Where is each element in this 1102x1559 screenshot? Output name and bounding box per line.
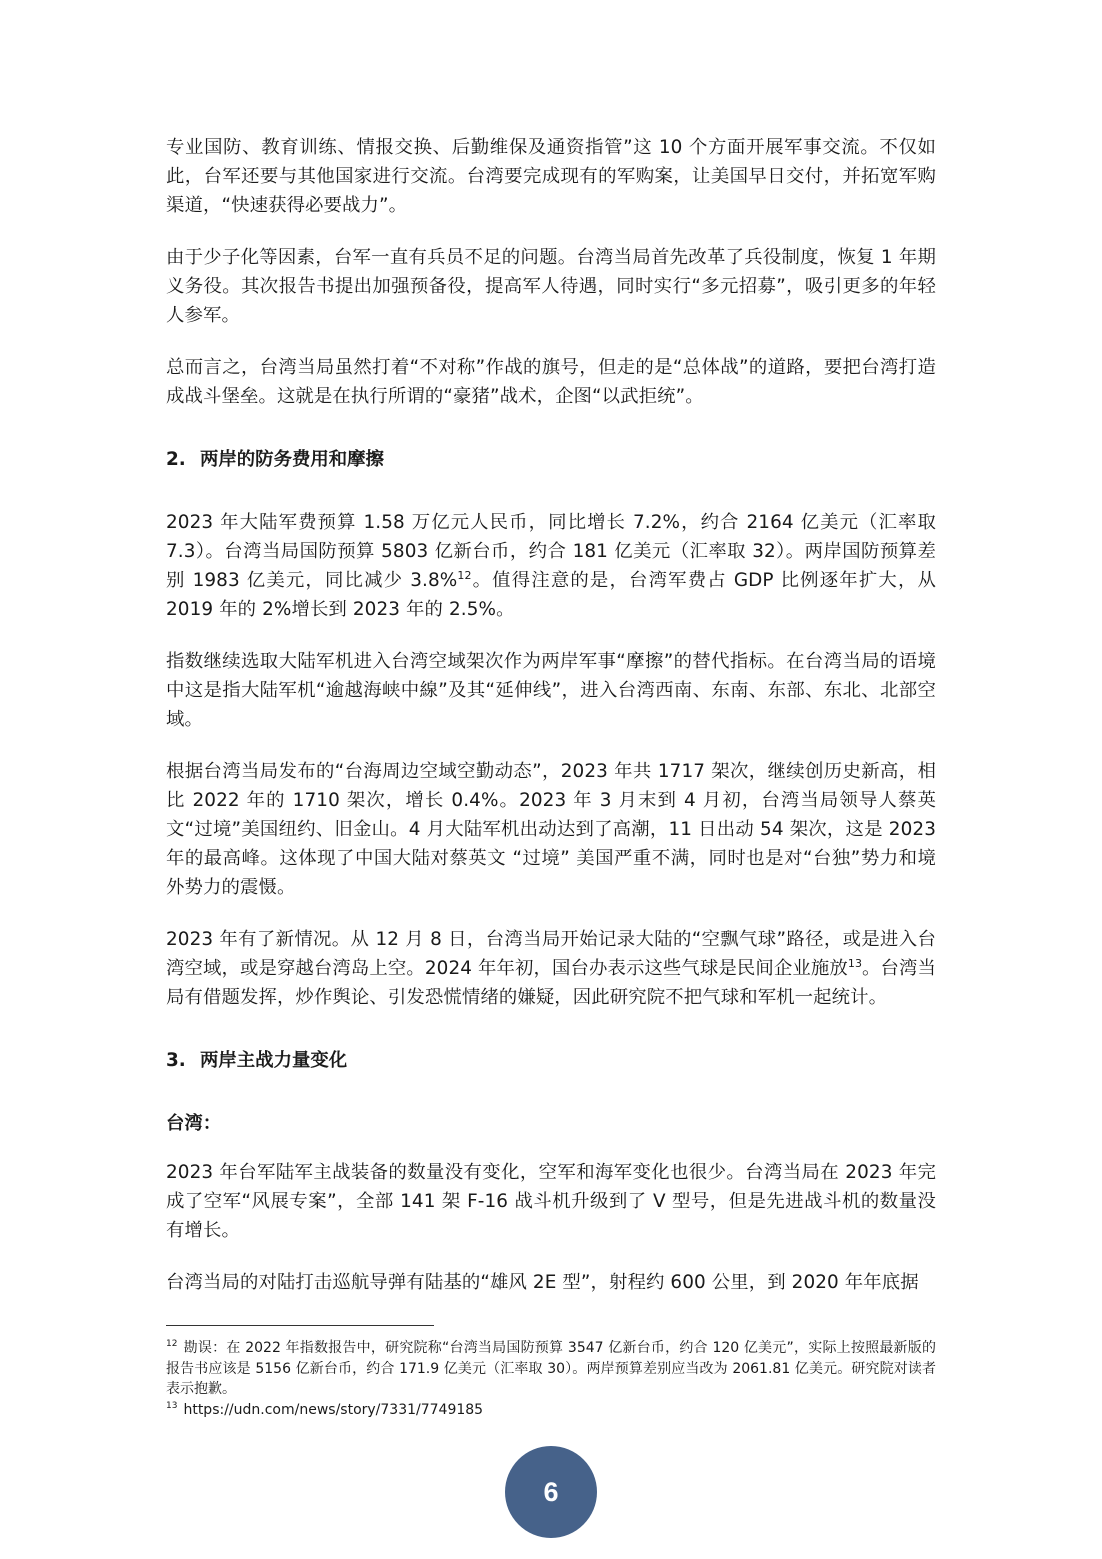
- paragraph-text: 。台湾当局有借题发挥，炒作舆论、引发恐慌情绪的嫌疑，因此研究院不把气球和军机一起统计。: [166, 958, 937, 1008]
- paragraph-taiwan-equipment: 2023 年台军陆军主战装备的数量没有变化，空军和海军变化也很少。台湾当局在 2023 年完成了空军“风展专案”，全部 141 架 F-16 战斗机升级到了 V 型号，但是先进战斗机的数量没有增长。: [166, 1162, 936, 1241]
- paragraph-defense-budget: [166, 508, 936, 624]
- section-title: 两岸的防务费用和摩擦: [200, 449, 384, 470]
- footnotes: [166, 1338, 936, 1420]
- footnote-12: [166, 1338, 936, 1400]
- footnote-text: 勘误：在 2022 年指数报告中，研究院称“台湾当局国防预算 3547 亿新台币，约合 120 亿美元”，实际上按照最新版的报告书应该是 5156 亿新台币，约合 171.9 亿美元（汇率取 30）。两岸预算差别应当改为 2061.81 亿美元。研究院对读者表示抱歉。: [166, 1340, 936, 1397]
- footnote-ref-12[interactable]: 12: [457, 568, 472, 582]
- footnote-link[interactable]: https://udn.com/news/story/7331/7749185: [183, 1401, 484, 1418]
- section-heading-2: [166, 445, 936, 474]
- section-title: 两岸主战力量变化: [200, 1050, 348, 1071]
- section-heading-3: [166, 1046, 936, 1075]
- paragraph-summary: 总而言之，台湾当局虽然打着“不对称”作战的旗号，但走的是“总体战”的道路，要把台湾打造成战斗堡垒。这就是在执行所谓的“豪猪”战术，企图“以武拒统”。: [166, 357, 936, 407]
- footnote-13: [166, 1400, 936, 1421]
- footnote-number: 13: [166, 1400, 178, 1411]
- section-number: 2.: [166, 449, 186, 470]
- page-number-badge: 6: [505, 1446, 597, 1538]
- paragraph-text: 2023 年有了新情况。从 12 月 8 日，台湾当局开始记录大陆的“空飘气球”路径，或是进入台湾空域，或是穿越台湾岛上空。2024 年年初，国台办表示这些气球是民间企业施放: [166, 929, 936, 979]
- subheading-taiwan: 台湾：: [166, 1113, 222, 1134]
- paragraph-text: 2023 年大陆军费预算 1.58 万亿元人民币，同比增长 7.2%，约合 2164 亿美元（汇率取 7.3）。台湾当局国防预算 5803 亿新台币，约合 181 亿美元（汇率取 32）。两岸国防预算差别 1983 亿美元，同比减少 3.8%: [166, 512, 936, 591]
- paragraph-friction-indicator: 指数继续选取大陆军机进入台湾空域架次作为两岸军事“摩擦”的替代指标。在台湾当局的语境中这是指大陆军机“逾越海峡中線”及其“延伸线”，进入台湾西南、东南、东部、东北、北部空域。: [166, 651, 936, 730]
- footnote-ref-13[interactable]: 13: [847, 956, 863, 970]
- paragraph-military-exchange: 专业国防、教育训练、情报交换、后勤维保及通资指管”这 10 个方面开展军事交流。不仅如此，台军还要与其他国家进行交流。台湾要完成现有的军购案，让美国早日交付，并拓宽军购渠道，“快速获得必要战力”。: [166, 137, 936, 216]
- paragraph-text: 。值得注意的是，台湾军费占 GDP 比例逐年扩大，从 2019 年的 2%增长到 2023 年的 2.5%。: [166, 570, 937, 620]
- paragraph-balloons: [166, 925, 936, 1012]
- paragraph-conscription: 由于少子化等因素，台军一直有兵员不足的问题。台湾当局首先改革了兵役制度，恢复 1 年期义务役。其次报告书提出加强预备役，提高军人待遇，同时实行“多元招募”，吸引更多的年轻人参军。: [166, 247, 936, 326]
- paragraph-sorties: 根据台湾当局发布的“台海周边空域空勤动态”，2023 年共 1717 架次，继续创历史新高，相比 2022 年的 1710 架次，增长 0.4%。2023 年 3 月末到 4 月初，台湾当局领导人蔡英文“过境”美国纽约、旧金山。4 月大陆军机出动达到了高潮，11 日出动 54 架次，这是 2023 年的最高峰。这体现了中国大陆对蔡英文 “过境” 美国严重不满，同时也是对“台独”势力和境外势力的震慑。: [166, 761, 936, 898]
- paragraph-cruise-missiles: 台湾当局的对陆打击巡航导弹有陆基的“雄风 2E 型”，射程约 600 公里，到 2020 年年底据: [166, 1272, 919, 1293]
- main-content: [166, 133, 936, 1297]
- footnote-number: 12: [166, 1339, 178, 1350]
- footnote-divider: [166, 1325, 434, 1326]
- section-number: 3.: [166, 1050, 186, 1071]
